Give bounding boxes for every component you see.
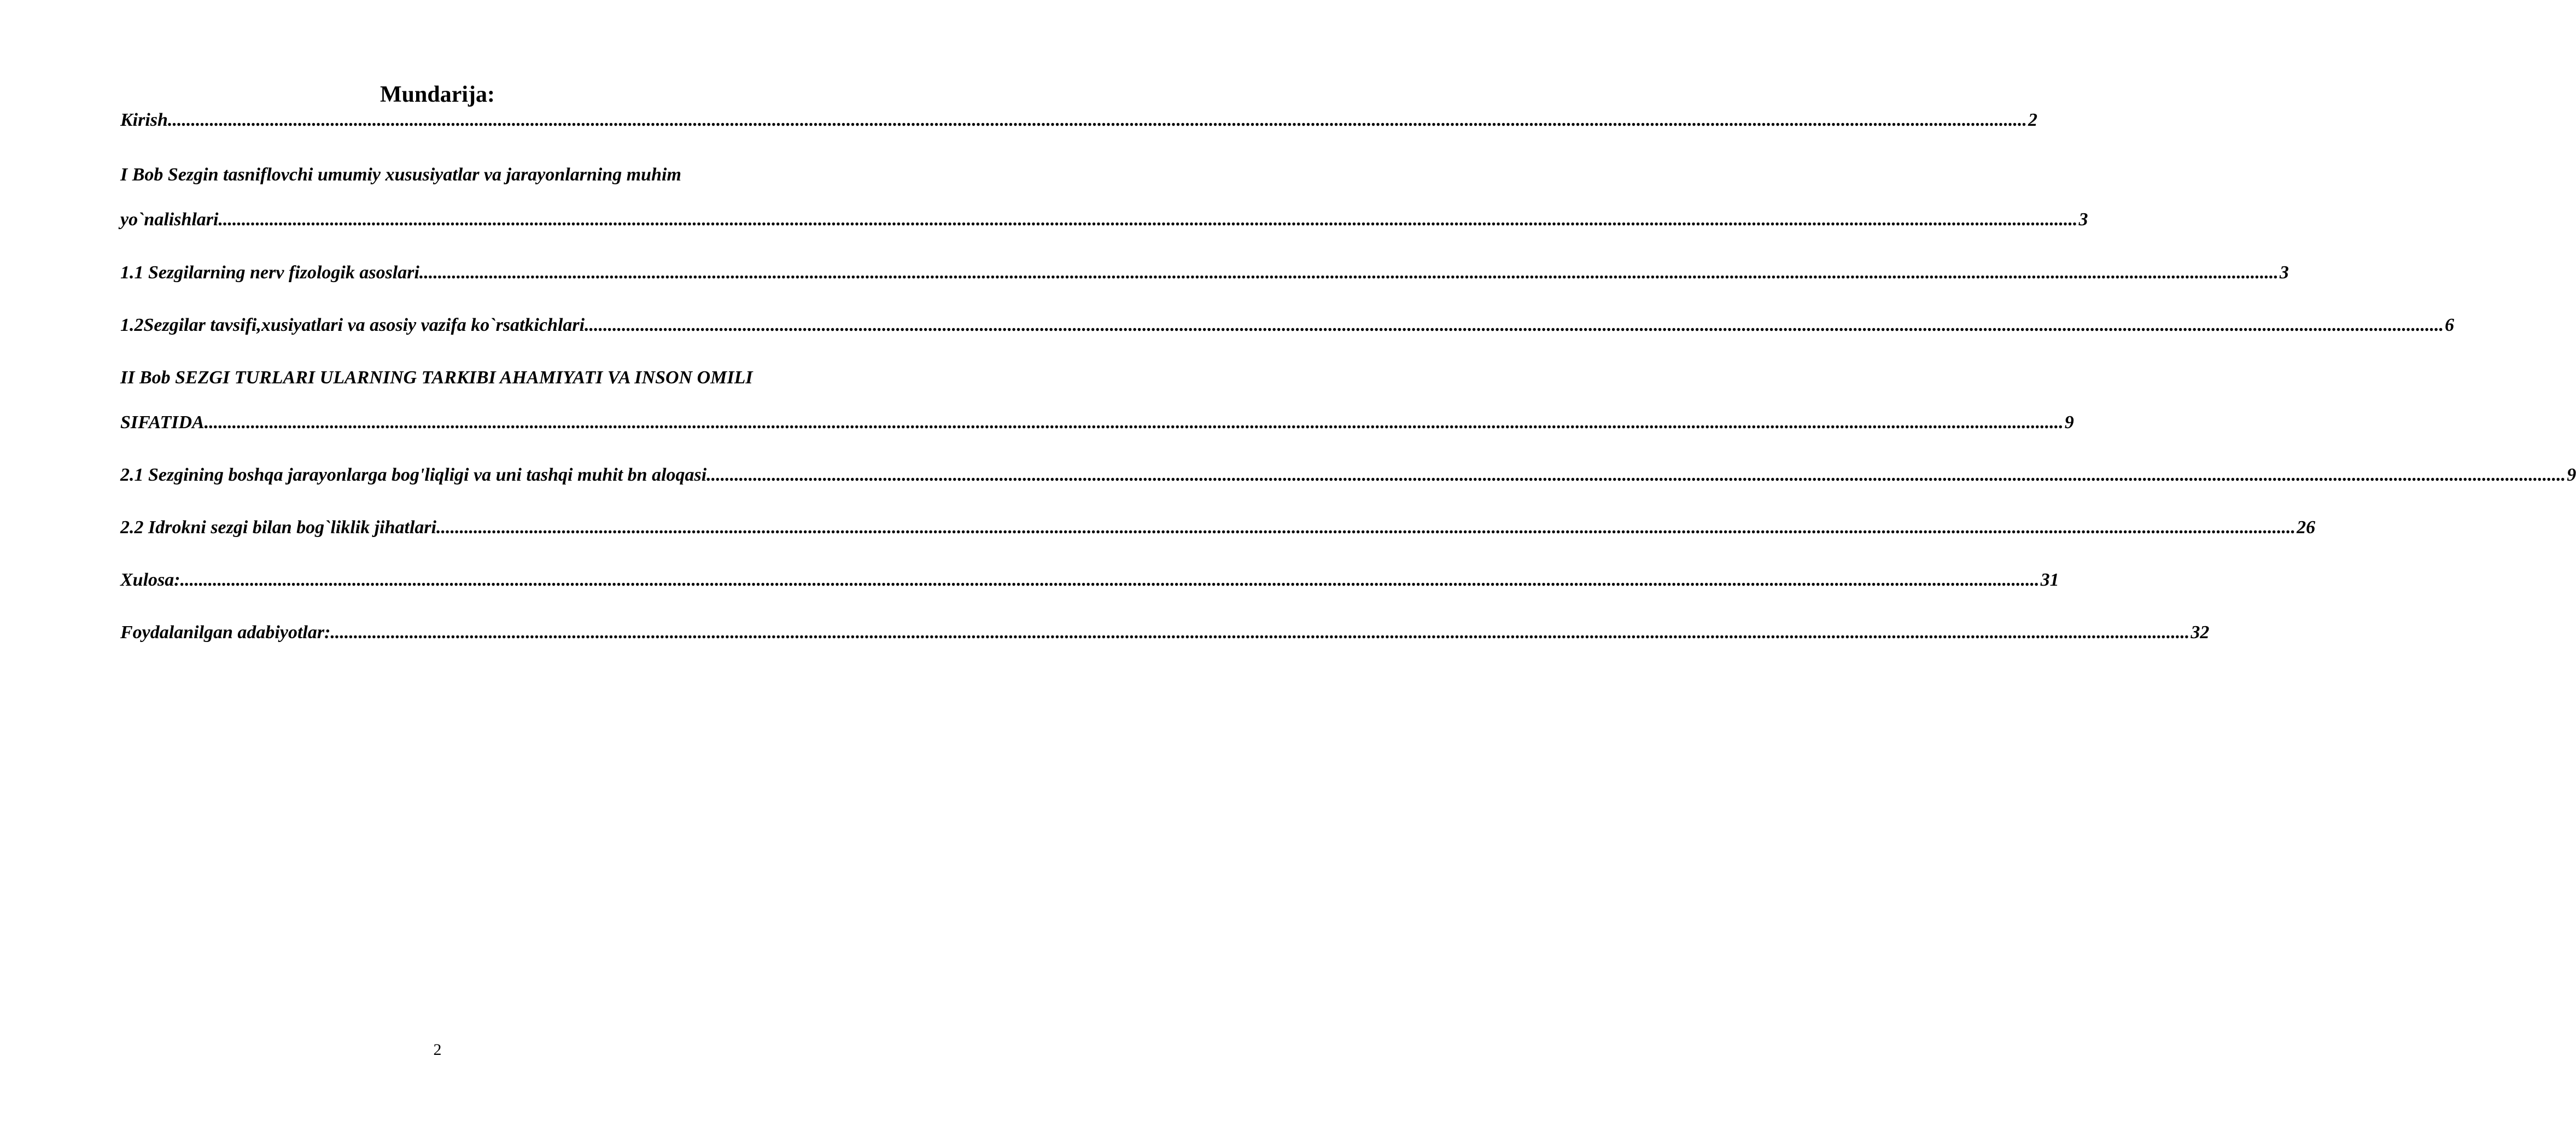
toc-entry-page: 31 bbox=[2040, 570, 2059, 590]
toc-entry-chapter1-line1[interactable]: I Bob Sezgin tasniflovchi umumiy xususiyatlar va jarayonlarning muhim bbox=[120, 165, 681, 185]
dot-leader: ................................................................................................................................................................................................................................................................................................................................................................................................................ bbox=[180, 570, 2040, 590]
toc-title: Mundarija: bbox=[380, 82, 495, 107]
toc-entry-label: 2.1 Sezgining boshqa jarayonlarga bog'liqligi va uni tashqi muhit bn aloqasi bbox=[120, 465, 707, 485]
toc-entry-chapter1[interactable] bbox=[120, 207, 2088, 233]
toc-entry-label: Kirish bbox=[120, 110, 168, 130]
toc-entry-section-1-1[interactable] bbox=[120, 260, 2289, 286]
toc-entry-section-2-2[interactable] bbox=[120, 515, 2316, 541]
toc-entry-page: 3 bbox=[2279, 262, 2289, 283]
dot-leader: ................................................................................................................................................................................................................................................................................................................................................................................................................ bbox=[204, 412, 2064, 433]
dot-leader: ................................................................................................................................................................................................................................................................................................................................................................................................................ bbox=[419, 262, 2279, 283]
toc-entry-label: SIFATIDA bbox=[120, 412, 205, 433]
toc-entry-introduction[interactable] bbox=[120, 107, 2037, 133]
toc-entry-chapter2[interactable] bbox=[120, 410, 2074, 436]
toc-entry-page: 6 bbox=[2445, 315, 2455, 335]
dot-leader: ................................................................................................................................................................................................................................................................................................................................................................................................................ bbox=[330, 622, 2190, 643]
dot-leader: ................................................................................................................................................................................................................................................................................................................................................................................................................ bbox=[218, 209, 2078, 230]
toc-entry-page: 26 bbox=[2297, 517, 2316, 538]
toc-entry-section-1-2[interactable] bbox=[120, 312, 2455, 339]
dot-leader: ................................................................................................................................................................................................................................................................................................................................................................................................................ bbox=[167, 110, 2027, 130]
toc-entry-references[interactable] bbox=[120, 620, 2210, 646]
toc-entry-page: 2 bbox=[2028, 110, 2037, 130]
toc-entry-label: 1.1 Sezgilarning nerv fizologik asoslari bbox=[120, 262, 419, 283]
toc-entry-page: 9 bbox=[2567, 465, 2576, 485]
toc-entry-conclusion[interactable] bbox=[120, 567, 2059, 593]
toc-entry-label: Xulosa: bbox=[120, 570, 180, 590]
toc-entry-label: 2.2 Idrokni sezgi bilan bog`liklik jihatlari bbox=[120, 517, 437, 538]
toc-entry-page: 3 bbox=[2078, 209, 2088, 230]
toc-entry-section-2-1[interactable] bbox=[120, 462, 2576, 488]
toc-entry-label: 1.2Sezgilar tavsifi,xusiyatlari va asosiy vazifa ko`rsatkichlari bbox=[120, 315, 585, 335]
page-number: 2 bbox=[433, 1041, 442, 1059]
dot-leader: ................................................................................................................................................................................................................................................................................................................................................................................................................ bbox=[706, 465, 2566, 485]
dot-leader: ................................................................................................................................................................................................................................................................................................................................................................................................................ bbox=[436, 517, 2296, 538]
toc-entry-page: 9 bbox=[2064, 412, 2074, 433]
toc-entry-chapter2-line1[interactable]: II Bob SEZGI TURLARI ULARNING TARKIBI AHAMIYATI VA INSON OMILI bbox=[120, 367, 753, 388]
toc-entry-label: yo`nalishlari bbox=[120, 209, 219, 230]
toc-entry-page: 32 bbox=[2191, 622, 2210, 643]
toc-entry-label: Foydalanilgan adabiyotlar: bbox=[120, 622, 331, 643]
dot-leader: ................................................................................................................................................................................................................................................................................................................................................................................................................ bbox=[585, 315, 2444, 335]
